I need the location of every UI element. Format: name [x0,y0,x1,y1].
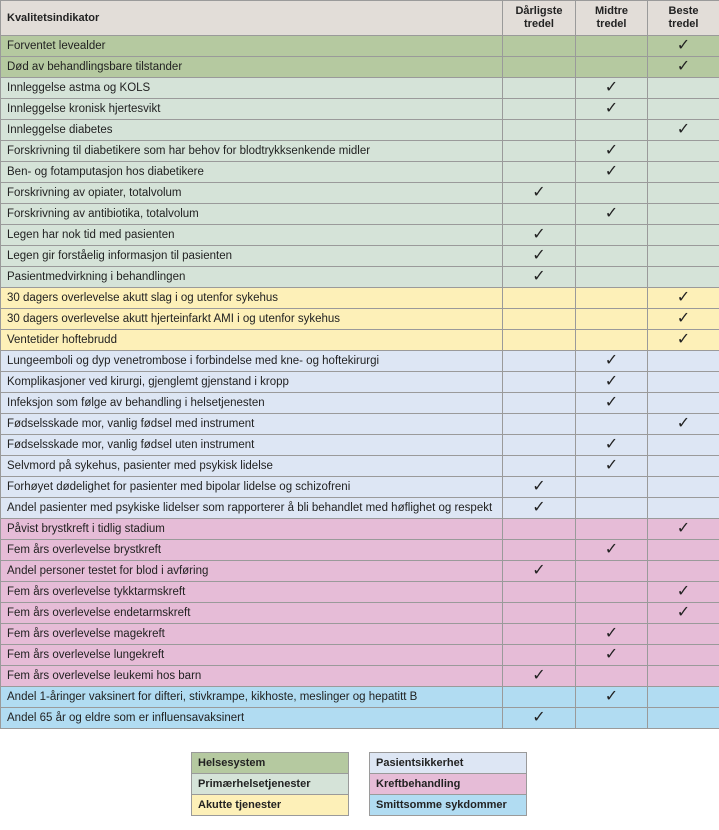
header-best: Beste tredel [648,1,719,36]
cell-best [648,267,719,288]
cell-middle [576,141,648,162]
table-row [1,624,719,645]
cell-middle [576,603,648,624]
indicator-label: Fem års overlevelse lungekreft [1,645,503,666]
table-row [1,519,719,540]
cell-middle [576,687,648,708]
cell-worst [503,498,576,519]
checkmark-icon: ✓ [676,331,691,348]
cell-middle [576,414,648,435]
cell-middle [576,666,648,687]
cell-middle [576,477,648,498]
indicator-label: Komplikasjoner ved kirurgi, gjenglemt gjenstand i kropp [1,372,503,393]
cell-worst [503,456,576,477]
cell-best [648,603,719,624]
indicator-label: 30 dagers overlevelse akutt slag i og utenfor sykehus [1,288,503,309]
table-row [1,540,719,561]
checkmark-icon: ✓ [532,184,546,201]
cell-best [648,330,719,351]
legend-item [370,753,527,774]
cell-worst [503,624,576,645]
indicator-label: Ben- og fotamputasjon hos diabetikere [1,162,503,183]
table-row [1,162,719,183]
checkmark-icon: ✓ [604,625,619,642]
cell-worst [503,162,576,183]
indicator-label: Fem års overlevelse tykktarmskreft [1,582,503,603]
indicator-label: Legen har nok tid med pasienten [1,225,503,246]
cell-middle [576,393,648,414]
cell-worst [503,99,576,120]
cell-best [648,561,719,582]
indicator-label: Fødselsskade mor, vanlig fødsel uten instrument [1,435,503,456]
cell-middle [576,582,648,603]
checkmark-icon: ✓ [604,541,619,558]
indicator-label: Fem års overlevelse brystkreft [1,540,503,561]
cell-best [648,183,719,204]
indicator-label: Pasientmedvirkning i behandlingen [1,267,503,288]
cell-worst [503,393,576,414]
indicator-label: Forskrivning til diabetikere som har behov for blodtrykksenkende midler [1,141,503,162]
cell-best [648,120,719,141]
checkmark-icon: ✓ [676,121,691,138]
cell-middle [576,57,648,78]
indicator-label: Andel personer testet for blod i avføring [1,561,503,582]
checkmark-icon: ✓ [676,289,691,306]
legend-item [192,774,349,795]
indicator-label: Fem års overlevelse leukemi hos barn [1,666,503,687]
checkmark-icon: ✓ [604,646,619,663]
table-row [1,330,719,351]
table-row [1,204,719,225]
indicator-label: Legen gir forståelig informasjon til pasienten [1,246,503,267]
indicator-label: Forskrivning av opiater, totalvolum [1,183,503,204]
checkmark-icon: ✓ [532,562,546,579]
cell-worst [503,225,576,246]
checkmark-icon: ✓ [604,79,619,96]
cell-middle [576,99,648,120]
cell-worst [503,372,576,393]
indicator-label: Andel 65 år og eldre som er influensavaksinert [1,708,503,729]
cell-best [648,414,719,435]
legend-item [192,795,349,816]
cell-middle [576,309,648,330]
table-row [1,666,719,687]
indicator-label: Ventetider hoftebrudd [1,330,503,351]
checkmark-icon: ✓ [676,415,691,432]
cell-best [648,540,719,561]
cell-worst [503,57,576,78]
table-row [1,120,719,141]
indicator-label: Innleggelse diabetes [1,120,503,141]
table-row [1,414,719,435]
checkmark-icon: ✓ [676,58,691,75]
checkmark-icon: ✓ [676,583,691,600]
checkmark-icon: ✓ [604,205,619,222]
cell-best [648,498,719,519]
indicator-label: Lungeemboli og dyp venetrombose i forbindelse med kne- og hoftekirurgi [1,351,503,372]
checkmark-icon: ✓ [604,436,619,453]
checkmark-icon: ✓ [604,688,619,705]
cell-worst [503,603,576,624]
checkmark-icon: ✓ [532,709,546,726]
cell-best [648,372,719,393]
cell-best [648,708,719,729]
table-row [1,141,719,162]
cell-middle [576,120,648,141]
cell-worst [503,120,576,141]
cell-middle [576,498,648,519]
table-row [1,225,719,246]
cell-middle [576,645,648,666]
cell-worst [503,414,576,435]
table-row [1,57,719,78]
checkmark-icon: ✓ [532,478,546,495]
cell-best [648,582,719,603]
cell-middle [576,267,648,288]
cell-middle [576,519,648,540]
cell-best [648,288,719,309]
cell-best [648,351,719,372]
cell-worst [503,36,576,57]
legend-label: Kreftbehandling [370,774,527,795]
indicator-label: Fem års overlevelse endetarmskreft [1,603,503,624]
checkmark-icon: ✓ [676,37,691,54]
cell-best [648,435,719,456]
cell-worst [503,330,576,351]
legend-item [370,774,527,795]
checkmark-icon: ✓ [676,520,691,537]
cell-best [648,624,719,645]
table-row [1,477,719,498]
indicator-label: Fødselsskade mor, vanlig fødsel med instrument [1,414,503,435]
cell-middle [576,225,648,246]
cell-worst [503,351,576,372]
cell-middle [576,246,648,267]
indicator-label: Forhøyet dødelighet for pasienter med bipolar lidelse og schizofreni [1,477,503,498]
cell-middle [576,204,648,225]
indicator-label: Påvist brystkreft i tidlig stadium [1,519,503,540]
cell-worst [503,519,576,540]
table-row [1,687,719,708]
cell-worst [503,477,576,498]
cell-middle [576,372,648,393]
table-row [1,393,719,414]
cell-middle [576,624,648,645]
cell-best [648,78,719,99]
table-row [1,78,719,99]
cell-best [648,225,719,246]
checkmark-icon: ✓ [604,352,619,369]
cell-best [648,519,719,540]
checkmark-icon: ✓ [604,373,619,390]
indicator-label: Andel pasienter med psykiske lidelser som rapporterer å bli behandlet med høflighet og respekt [1,498,503,519]
checkmark-icon: ✓ [604,100,619,117]
checkmark-icon: ✓ [532,268,546,285]
table-row [1,603,719,624]
legend-label: Akutte tjenester [192,795,349,816]
checkmark-icon: ✓ [604,394,619,411]
indicator-label: Forskrivning av antibiotika, totalvolum [1,204,503,225]
table-row [1,435,719,456]
legend-item [370,795,527,816]
checkmark-icon: ✓ [604,457,619,474]
cell-middle [576,162,648,183]
table-row [1,561,719,582]
cell-middle [576,435,648,456]
cell-worst [503,435,576,456]
cell-best [648,246,719,267]
cell-best [648,687,719,708]
cell-middle [576,561,648,582]
cell-best [648,456,719,477]
header-worst: Dårligste tredel [503,1,576,36]
checkmark-icon: ✓ [532,247,546,264]
table-row [1,183,719,204]
cell-middle [576,36,648,57]
indicator-label: Andel 1-åringer vaksinert for difteri, stivkrampe, kikhoste, meslinger og hepatitt B [1,687,503,708]
table-row [1,456,719,477]
cell-best [648,666,719,687]
indicator-label: Selvmord på sykehus, pasienter med psykisk lidelse [1,456,503,477]
indicator-label: 30 dagers overlevelse akutt hjerteinfarkt AMI i og utenfor sykehus [1,309,503,330]
cell-middle [576,330,648,351]
cell-best [648,477,719,498]
cell-best [648,162,719,183]
cell-worst [503,687,576,708]
table-row [1,267,719,288]
indicator-label: Forventet levealder [1,36,503,57]
table-header-row [1,1,719,36]
cell-middle [576,288,648,309]
cell-middle [576,456,648,477]
legend-label: Helsesystem [192,753,349,774]
table-row [1,498,719,519]
cell-best [648,141,719,162]
header-indicator: Kvalitetsindikator [1,1,503,36]
table-row [1,288,719,309]
cell-middle [576,183,648,204]
cell-best [648,393,719,414]
cell-middle [576,708,648,729]
checkmark-icon: ✓ [604,163,619,180]
cell-best [648,204,719,225]
checkmark-icon: ✓ [676,604,691,621]
indicator-label: Innleggelse kronisk hjertesvikt [1,99,503,120]
cell-worst [503,309,576,330]
cell-worst [503,708,576,729]
cell-middle [576,540,648,561]
legend-label: Smittsomme sykdommer [370,795,527,816]
indicator-label: Innleggelse astma og KOLS [1,78,503,99]
table-row [1,351,719,372]
cell-worst [503,267,576,288]
cell-best [648,99,719,120]
cell-worst [503,645,576,666]
cell-worst [503,582,576,603]
cell-best [648,309,719,330]
legend-right [369,752,527,816]
cell-middle [576,78,648,99]
cell-worst [503,246,576,267]
legend-item [192,753,349,774]
cell-best [648,645,719,666]
table-row [1,36,719,57]
checkmark-icon: ✓ [532,499,546,516]
table-body [1,36,719,729]
cell-worst [503,561,576,582]
indicator-label: Infeksjon som følge av behandling i helsetjenesten [1,393,503,414]
checkmark-icon: ✓ [532,226,546,243]
legend-label: Pasientsikkerhet [370,753,527,774]
table-row [1,645,719,666]
cell-worst [503,78,576,99]
header-middle: Midtre tredel [576,1,648,36]
legend-left [191,752,349,816]
cell-worst [503,183,576,204]
cell-worst [503,141,576,162]
table-row [1,372,719,393]
checkmark-icon: ✓ [676,310,691,327]
cell-worst [503,540,576,561]
cell-worst [503,288,576,309]
table-row [1,99,719,120]
cell-worst [503,666,576,687]
table-row [1,309,719,330]
indicator-label: Død av behandlingsbare tilstander [1,57,503,78]
cell-best [648,36,719,57]
table-row [1,708,719,729]
checkmark-icon: ✓ [604,142,619,159]
cell-worst [503,204,576,225]
table-row [1,246,719,267]
cell-middle [576,351,648,372]
legend-label: Primærhelsetjenester [192,774,349,795]
checkmark-icon: ✓ [532,667,546,684]
cell-best [648,57,719,78]
indicator-label: Fem års overlevelse magekreft [1,624,503,645]
table-row [1,582,719,603]
